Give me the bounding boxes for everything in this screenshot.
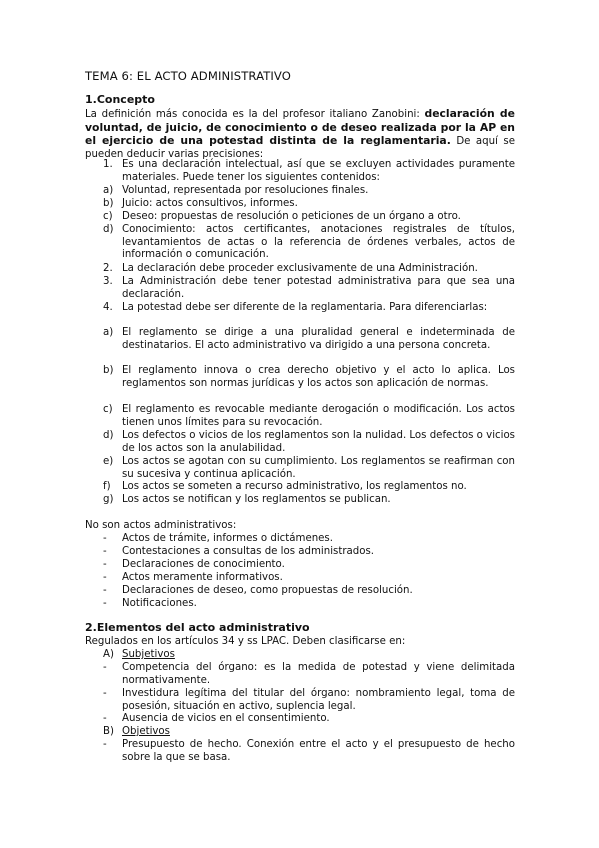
- item-marker: d): [103, 224, 114, 235]
- item-marker: e): [103, 456, 114, 467]
- item-marker: 2.: [103, 263, 113, 274]
- item-marker: a): [103, 327, 114, 338]
- dash-marker: -: [103, 598, 107, 609]
- item-marker: 4.: [103, 302, 113, 313]
- dash-marker: -: [103, 546, 107, 557]
- dash-text: Declaraciones de conocimiento.: [122, 559, 285, 570]
- item-marker: a): [103, 185, 114, 196]
- item-text: Conocimiento: actos certificantes, anotaciones registrales de títulos, levantamientos de actas o la referencia de órdenes verbales, actos de información o comunicación.: [122, 224, 515, 261]
- item-text: La declaración debe proceder exclusivamente de una Administración.: [122, 263, 478, 274]
- objetivos-label: Objetivos: [122, 726, 170, 737]
- dash-marker: -: [103, 559, 107, 570]
- item-text: Deseo: propuestas de resolución o peticiones de un órgano a otro.: [122, 211, 461, 222]
- item-text: Los actos se notifican y los reglamentos se publican.: [122, 494, 391, 505]
- dash-text: Competencia del órgano: es la medida de potestad y viene delimitada normativamente.: [122, 662, 515, 686]
- item-text: La Administración debe tener potestad administrativa para que sea una declaración.: [122, 276, 515, 300]
- item-marker: b): [103, 365, 114, 376]
- item-text: Es una declaración intelectual, así que se excluyen actividades puramente materiales. Puede tener los siguientes contenidos:: [122, 159, 515, 183]
- concepto-intro: [85, 108, 515, 161]
- dash-text: Investidura legítima del titular del órgano: nombramiento legal, toma de posesión, situación en activo, suplencia legal.: [122, 688, 515, 712]
- dash-text: Actos meramente informativos.: [122, 572, 283, 583]
- item-text: Los actos se someten a recurso administrativo, los reglamentos no.: [122, 481, 467, 492]
- dash-text: Contestaciones a consultas de los administrados.: [122, 546, 375, 557]
- dash-marker: -: [103, 688, 107, 699]
- item-text: Juicio: actos consultivos, informes.: [122, 198, 298, 209]
- dash-marker: -: [103, 572, 107, 583]
- item-marker: B): [103, 726, 114, 737]
- item-text: El reglamento innova o crea derecho objetivo y el acto lo aplica. Los reglamentos son normas jurídicas y los actos son aplicación de normas.: [122, 365, 515, 389]
- intro-text-b: De aquí se pueden deducir varias precisiones:: [85, 136, 516, 160]
- item-text: El reglamento se dirige a una pluralidad general e indeterminada de destinatarios. El acto administrativo va dirigido a una persona concreta.: [122, 327, 515, 351]
- dash-text: Declaraciones de deseo, como propuestas de resolución.: [122, 585, 413, 596]
- item-marker: c): [103, 404, 113, 415]
- dash-marker: -: [103, 662, 107, 673]
- dash-text: Ausencia de vicios en el consentimiento.: [122, 713, 330, 724]
- item-text: La potestad debe ser diferente de la reglamentaria. Para diferenciarlas:: [122, 302, 488, 313]
- intro-text-a: La definición más conocida es la del profesor italiano Zanobini:: [85, 109, 425, 120]
- dash-text: Actos de trámite, informes o dictámenes.: [122, 533, 333, 544]
- item-text: Voluntad, representada por resoluciones finales.: [122, 185, 369, 196]
- intro-definition: declaración de voluntad, de juicio, de conocimiento o de deseo realizada por la AP en el ejercicio de una potestad distinta de la reglamentaria.: [85, 107, 515, 148]
- dash-marker: -: [103, 739, 107, 750]
- item-text: El reglamento es revocable mediante derogación o modificación. Los actos tienen unos límites para su revocación.: [122, 404, 515, 428]
- item-marker: f): [103, 481, 111, 492]
- dash-marker: -: [103, 585, 107, 596]
- item-marker: b): [103, 198, 114, 209]
- item-marker: A): [103, 649, 114, 660]
- dash-text: Notificaciones.: [122, 598, 197, 609]
- elementos-intro: Regulados en los artículos 34 y ss LPAC. Deben clasificarse en:: [85, 636, 406, 647]
- subjetivos-label: Subjetivos: [122, 649, 175, 660]
- dash-text: Presupuesto de hecho. Conexión entre el acto y el presupuesto de hecho sobre la que se basa.: [122, 739, 515, 763]
- no-son-heading: No son actos administrativos:: [85, 520, 237, 531]
- dash-marker: -: [103, 713, 107, 724]
- item-marker: c): [103, 211, 113, 222]
- item-marker: g): [103, 494, 114, 505]
- item-marker: 1.: [103, 159, 113, 170]
- item-marker: 3.: [103, 276, 113, 287]
- item-marker: d): [103, 430, 114, 441]
- dash-marker: -: [103, 533, 107, 544]
- document-title: TEMA 6: EL ACTO ADMINISTRATIVO: [85, 69, 291, 83]
- section-heading-concepto: 1.Concepto: [85, 93, 155, 106]
- item-text: Los defectos o vicios de los reglamentos son la nulidad. Los defectos o vicios de los actos son la anulabilidad.: [122, 430, 515, 454]
- section-heading-elementos: 2.Elementos del acto administrativo: [85, 621, 310, 634]
- item-text: Los actos se agotan con su cumplimiento. Los reglamentos se reafirman con su sucesiva y continua aplicación.: [122, 456, 515, 480]
